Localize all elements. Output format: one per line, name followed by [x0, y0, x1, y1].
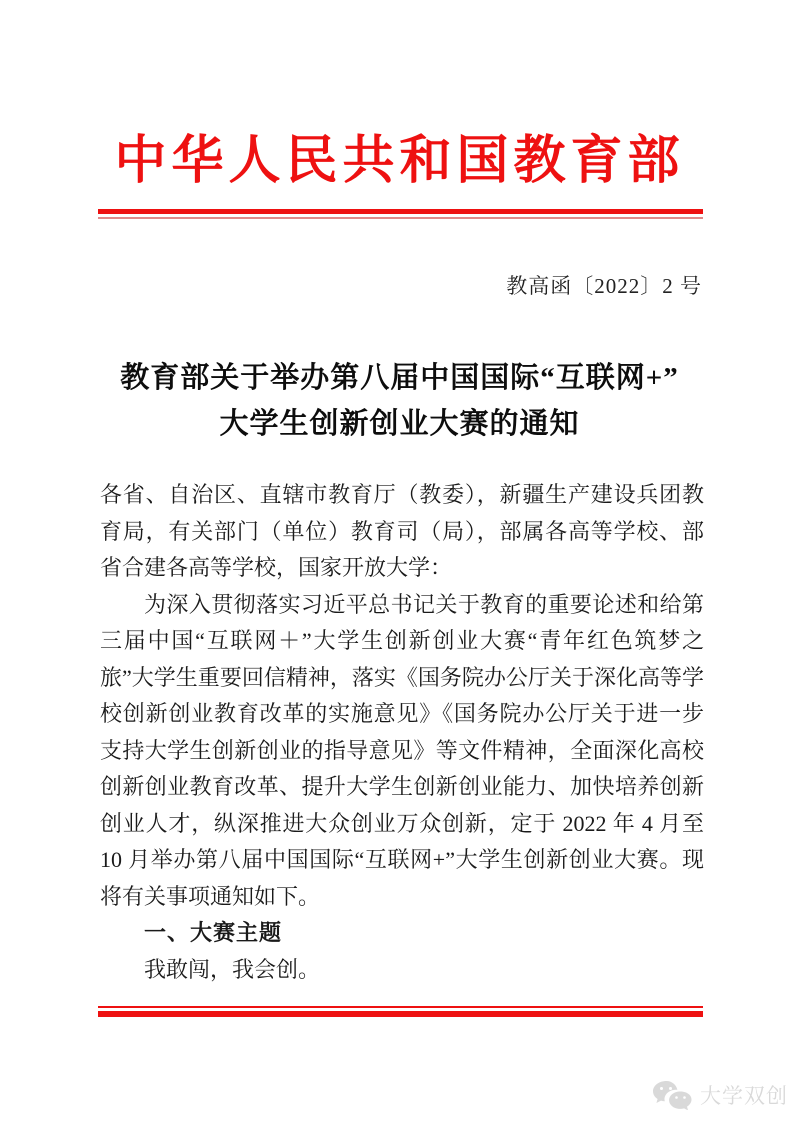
document-body [100, 477, 704, 988]
watermark [651, 1080, 788, 1110]
watermark-label: 大学双创 [700, 1085, 788, 1108]
letterhead-rule-thin [98, 217, 703, 219]
doc-number: 教高函〔2022〕2 号 [506, 274, 702, 298]
section-1-text: 我敢闯，我会创。 [144, 956, 321, 982]
doc-title-line2: 大学生创新创业大赛的通知 [219, 408, 580, 440]
doc-title [40, 355, 759, 447]
doc-title-line1: 教育部关于举办第八届中国国际“互联网+” [120, 362, 679, 394]
recipients-paragraph: 各省、自治区、直辖市教育厅（教委），新疆生产建设兵团教育局，有关部门（单位）教育司（局），部属各高等学校、部省合建各高等学校，国家开放大学： [100, 482, 704, 580]
section-1-heading: 一、大赛主题 [144, 920, 283, 945]
wechat-icon [651, 1080, 693, 1110]
footer-rule-thick [98, 1011, 703, 1017]
footer-rule-thin [98, 1006, 703, 1008]
letterhead-rule-thick [98, 209, 703, 214]
letterhead-title: 中华人民共和国教育部 [114, 133, 685, 190]
intro-paragraph: 为深入贯彻落实习近平总书记关于教育的重要论述和给第三届中国“互联网＋”大学生创新创业大赛“青年红色筑梦之旅”大学生重要回信精神，落实《国务院办公厅关于深化高等学校创新创业教育改革的实施意见》《国务院办公厅关于进一步支持大学生创新创业的指导意见》等文件精神，全面深化高校创新创业教育改革、提升大学生创新创业能力、加快培养创新创业人才，纵深推进大众创业万众创新，定于 2022 年 4 月至 10 月举办第八届中国国际“互联网+”大学生创新创业大赛。现将有关事项通知如下。 [100, 591, 704, 909]
